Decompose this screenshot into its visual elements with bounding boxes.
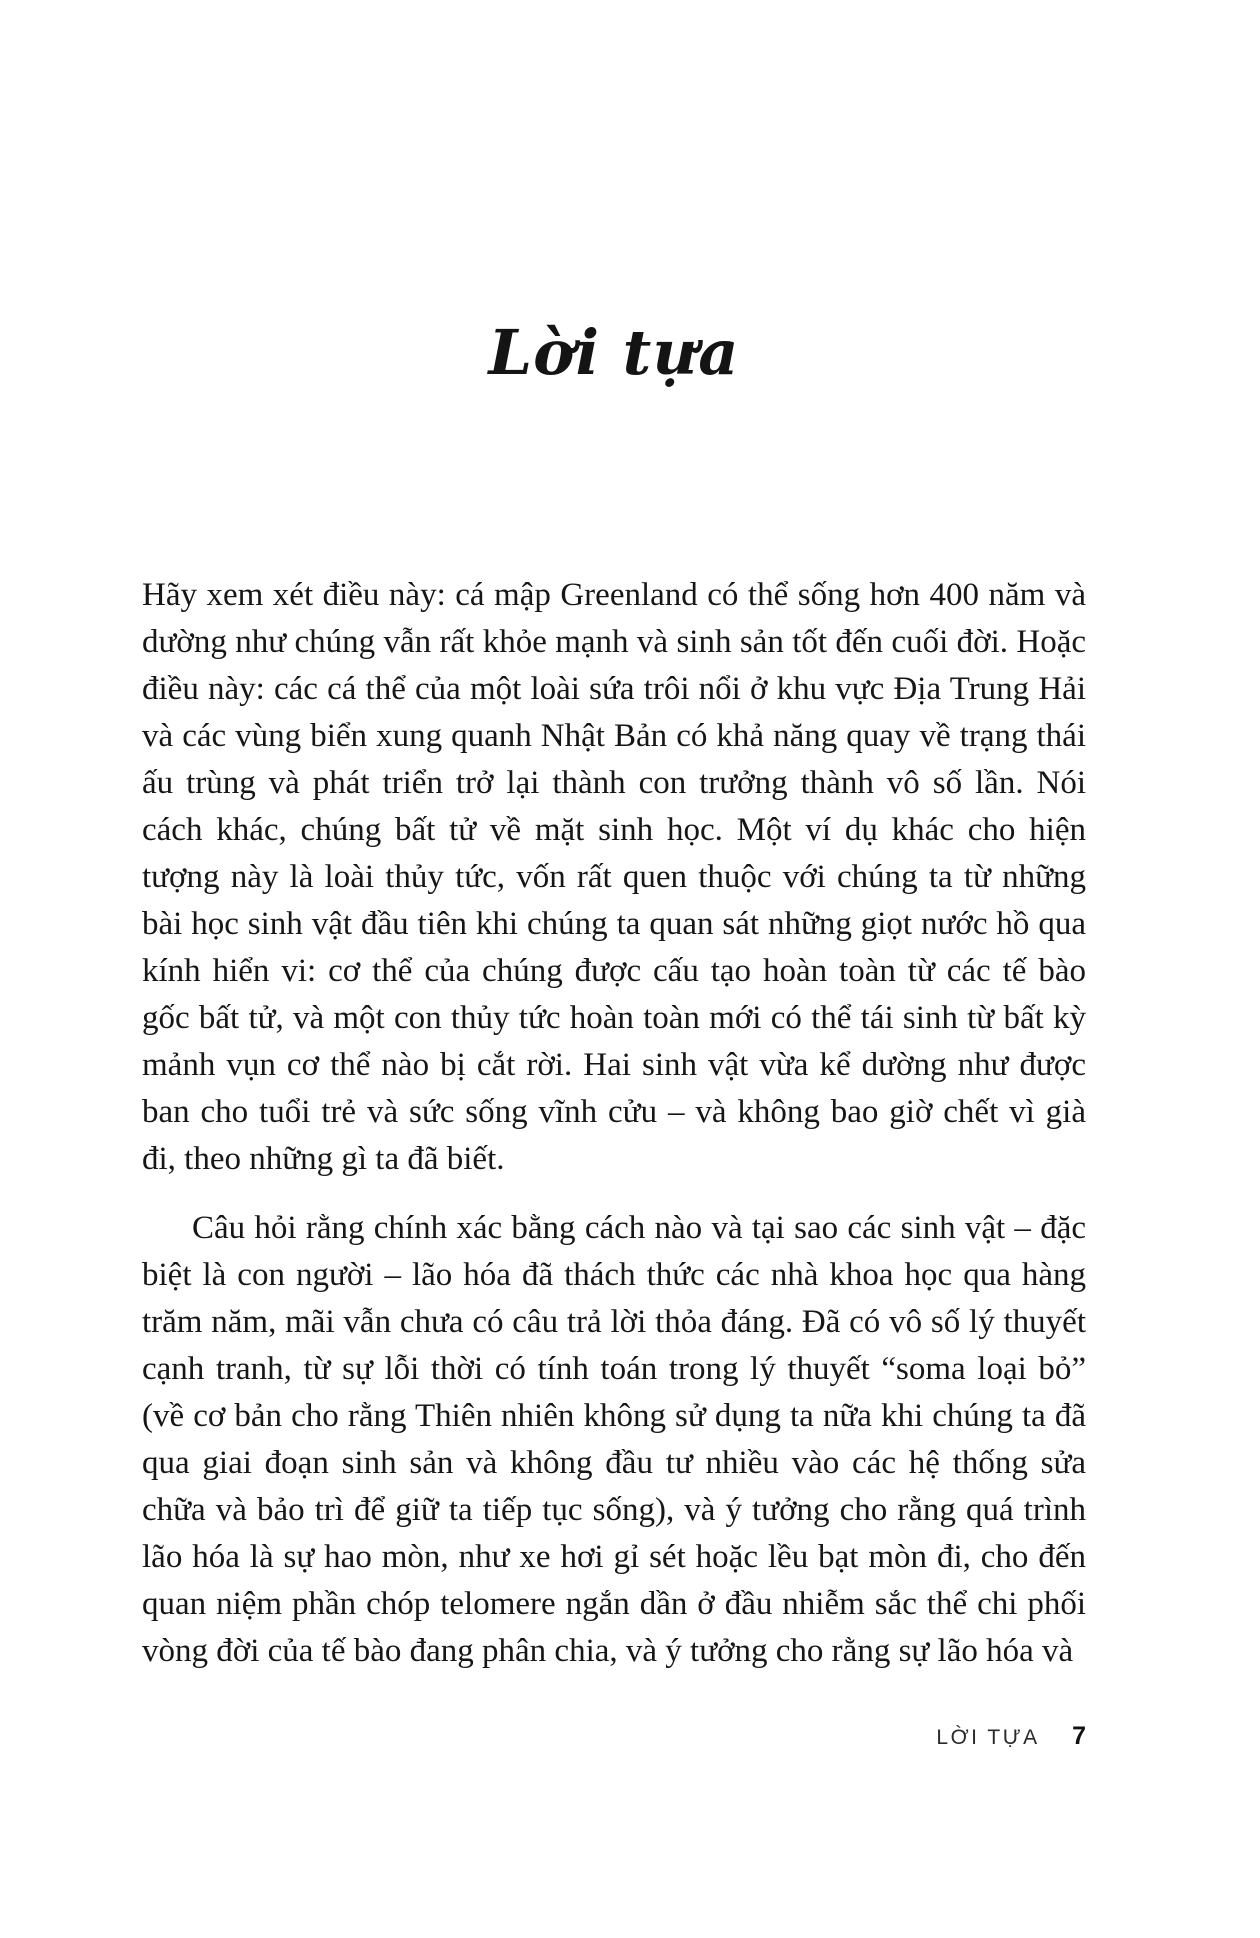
page-title: Lời tựa — [488, 316, 740, 389]
footer-section-label: LỜI TỰA — [936, 1726, 1040, 1749]
body-text — [142, 572, 1086, 1675]
page-footer — [142, 1722, 1086, 1751]
paragraph: Câu hỏi rằng chính xác bằng cách nào và tại sao các sinh vật – đặc biệt là con người – lão hóa đã thách thức các nhà khoa học qua hàng trăm năm, mãi vẫn chưa có câu trả lời thỏa đáng. Đã có vô số lý thuyết cạnh tranh, từ sự lỗi thời có tính toán trong lý thuyết “soma loại bỏ” (về cơ bản cho rằng Thiên nhiên không sử dụng ta nữa khi chúng ta đã qua giai đoạn sinh sản và không đầu tư nhiều vào các hệ thống sửa chữa và bảo trì để giữ ta tiếp tục sống), và ý tưởng cho rằng quá trình lão hóa là sự hao mòn, như xe hơi gỉ sét hoặc lều bạt mòn đi, cho đến quan niệm phần chóp telomere ngắn dần ở đầu nhiễm sắc thể chi phối vòng đời của tế bào đang phân chia, và ý tưởng cho rằng sự lão hóa và — [142, 1210, 1086, 1669]
paragraph: Hãy xem xét điều này: cá mập Greenland có thể sống hơn 400 năm và dường như chúng vẫn rất khỏe mạnh và sinh sản tốt đến cuối đời. Hoặc điều này: các cá thể của một loài sứa trôi nổi ở khu vực Địa Trung Hải và các vùng biển xung quanh Nhật Bản có khả năng quay về trạng thái ấu trùng và phát triển trở lại thành con trưởng thành vô số lần. Nói cách khác, chúng bất tử về mặt sinh học. Một ví dụ khác cho hiện tượng này là loài thủy tức, vốn rất quen thuộc với chúng ta từ những bài học sinh vật đầu tiên khi chúng ta quan sát những giọt nước hồ qua kính hiển vi: cơ thể của chúng được cấu tạo hoàn toàn từ các tế bào gốc bất tử, và một con thủy tức hoàn toàn mới có thể tái sinh từ bất kỳ mảnh vụn cơ thể nào bị cắt rời. Hai sinh vật vừa kể dường như được ban cho tuổi trẻ và sức sống vĩnh cửu – và không bao giờ chết vì già đi, theo những gì ta đã biết. — [142, 577, 1086, 1177]
footer-page-number: 7 — [1072, 1722, 1086, 1750]
